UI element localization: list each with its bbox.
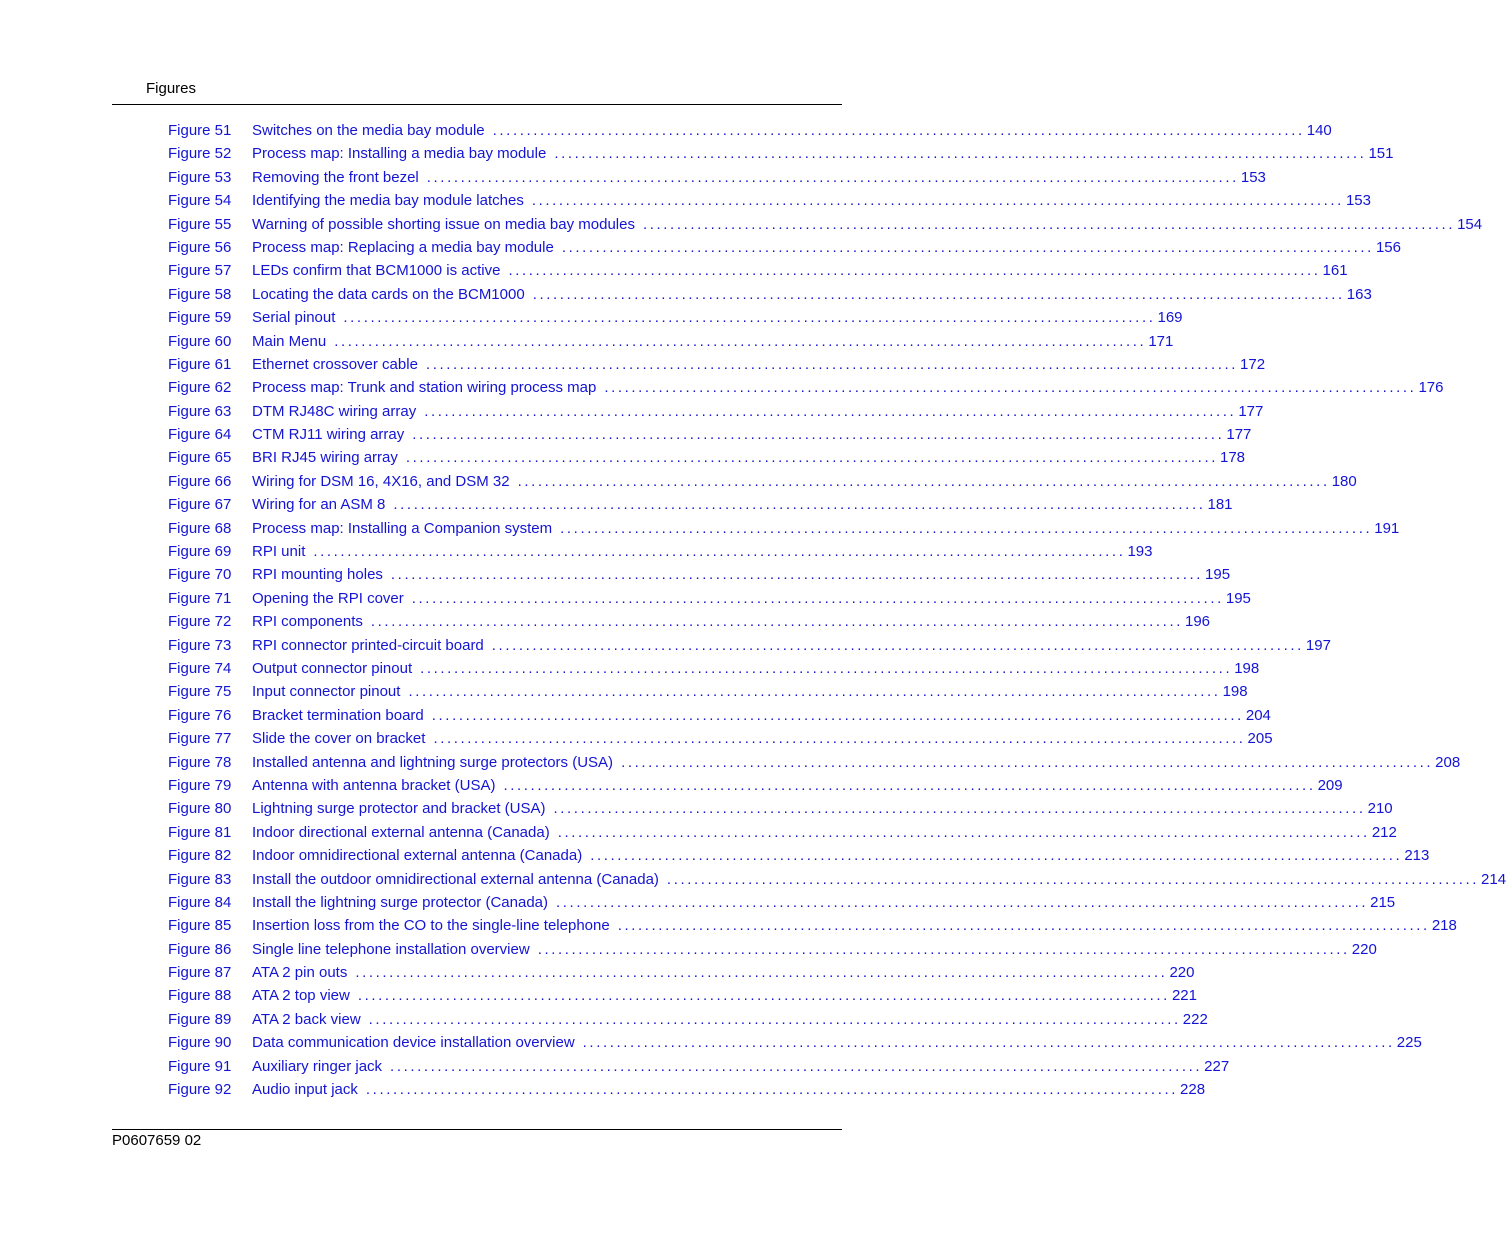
toc-page-number[interactable]: 151 [1368,145,1394,163]
toc-entry[interactable] [168,706,1271,729]
toc-dot-leader: ........................................................................................................................ [408,683,1221,701]
toc-page-number[interactable]: 220 [1351,940,1377,958]
toc-figure-title[interactable]: Input connector pinout [252,682,408,701]
toc-figure-number[interactable]: Figure 59 [168,309,232,327]
toc-figure-number[interactable]: Figure 67 [168,496,232,514]
toc-entry-line [252,332,1174,351]
toc-dot-leader: ........................................................................................................................ [425,355,1239,373]
toc-dot-leader: ........................................................................................................................ [621,753,1434,771]
toc-entry-line [252,542,1153,561]
toc-figure-number[interactable]: Figure 85 [168,917,232,935]
toc-figure-number[interactable]: Figure 78 [168,753,232,771]
toc-entry-line [252,168,1266,187]
toc-figure-title[interactable]: Lightning surge protector and bracket (USA) [252,799,554,818]
toc-figure-number[interactable]: Figure 58 [168,285,232,303]
toc-entry[interactable] [168,612,1211,635]
toc-dot-leader: ........................................................................................................................ [368,1010,1181,1028]
toc-figure-number[interactable]: Figure 60 [168,332,232,350]
toc-page-number[interactable]: 213 [1404,847,1430,865]
toc-page-number[interactable]: 197 [1305,636,1331,654]
toc-dot-leader: ........................................................................................................................ [431,706,1244,724]
toc-entry[interactable] [168,448,1246,471]
document-number: P0607659 02 [112,1132,202,1149]
toc-dot-leader: ........................................................................................................................ [503,776,1316,794]
toc-dot-leader: ........................................................................................................................ [433,730,1246,748]
toc-entry-line [252,916,1457,935]
toc-entry-line [252,612,1211,631]
toc-page-number[interactable]: 228 [1180,1081,1206,1099]
toc-entry[interactable] [168,378,1444,401]
toc-figure-number[interactable]: Figure 70 [168,566,232,584]
toc-entry[interactable] [168,893,1396,916]
toc-dot-leader: ........................................................................................................................ [424,402,1237,420]
toc-entry-line [252,1057,1230,1076]
toc-figure-number[interactable]: Figure 57 [168,262,232,280]
toc-page-number[interactable]: 169 [1157,309,1183,327]
toc-figure-number[interactable]: Figure 68 [168,519,232,537]
toc-entry-line [252,402,1264,421]
toc-figure-number[interactable]: Figure 52 [168,145,232,163]
toc-page-number[interactable]: 177 [1238,402,1264,420]
toc-figure-title[interactable]: Antenna with antenna bracket (USA) [252,776,503,795]
footer-divider [112,1129,842,1130]
toc-entry[interactable] [168,168,1266,191]
toc-figure-title[interactable]: LEDs confirm that BCM1000 is active [252,261,508,280]
toc-entry-line [252,846,1430,865]
toc-figure-title[interactable]: Locating the data cards on the BCM1000 [252,285,533,304]
toc-figure-title[interactable]: Identifying the media bay module latches [252,191,532,210]
toc-figure-title[interactable]: RPI connector printed-circuit board [252,636,492,655]
toc-entry[interactable] [168,940,1377,963]
toc-figure-title[interactable]: Main Menu [252,332,334,351]
toc-figure-title[interactable]: Opening the RPI cover [252,589,412,608]
toc-entry-line [252,1080,1206,1099]
toc-page-number[interactable]: 214 [1481,870,1506,888]
toc-entry[interactable] [168,542,1153,565]
toc-page-number[interactable]: 220 [1169,964,1195,982]
toc-figure-title[interactable]: Auxiliary ringer jack [252,1057,390,1076]
toc-figure-title[interactable]: Output connector pinout [252,659,420,678]
toc-figure-title[interactable]: ATA 2 back view [252,1010,369,1029]
toc-entry[interactable] [168,285,1372,308]
toc-entry[interactable] [168,659,1260,682]
toc-figure-title[interactable]: Slide the cover on bracket [252,729,433,748]
toc-figure-number[interactable]: Figure 64 [168,426,232,444]
toc-page-number[interactable]: 172 [1240,355,1266,373]
toc-page-number[interactable]: 153 [1345,192,1371,210]
toc-page-number[interactable]: 212 [1371,823,1397,841]
toc-dot-leader: ........................................................................................................................ [420,659,1233,677]
toc-page-number[interactable]: 154 [1457,215,1483,233]
toc-entry-line [252,472,1357,491]
toc-figure-title[interactable]: BRI RJ45 wiring array [252,448,406,467]
toc-page-number[interactable]: 215 [1370,893,1396,911]
toc-entry[interactable] [168,238,1401,261]
toc-figure-number[interactable]: Figure 84 [168,893,232,911]
toc-entry[interactable] [168,986,1197,1009]
toc-figure-title[interactable]: Wiring for DSM 16, 4X16, and DSM 32 [252,472,518,491]
toc-page-number[interactable]: 161 [1322,262,1348,280]
toc-figure-number[interactable]: Figure 81 [168,823,232,841]
toc-entry[interactable] [168,332,1174,355]
toc-entry[interactable] [168,753,1461,776]
toc-figure-number[interactable]: Figure 63 [168,402,232,420]
toc-figure-number[interactable]: Figure 61 [168,355,232,373]
toc-entry-line [252,144,1394,163]
toc-entry-line [252,963,1195,982]
toc-figure-number[interactable]: Figure 72 [168,613,232,631]
toc-dot-leader: ........................................................................................................................ [412,426,1225,444]
toc-figure-title[interactable]: Indoor omnidirectional external antenna (Canada) [252,846,590,865]
toc-page-number[interactable]: 196 [1185,613,1211,631]
toc-dot-leader: ........................................................................................................................ [590,847,1403,865]
toc-entry[interactable] [168,682,1248,705]
toc-figure-title[interactable]: Serial pinout [252,308,343,327]
toc-entry-line [252,940,1377,959]
toc-figure-title[interactable]: ATA 2 top view [252,986,358,1005]
toc-entry-line [252,776,1343,795]
toc-figure-title[interactable]: Indoor directional external antenna (Canada) [252,823,558,842]
toc-dot-leader: ........................................................................................................................ [365,1081,1179,1099]
toc-entry-line [252,1010,1208,1029]
toc-figure-number[interactable]: Figure 55 [168,215,232,233]
toc-dot-leader: ........................................................................................................................ [537,940,1350,958]
toc-entry-line [252,215,1483,234]
toc-entry[interactable] [168,1010,1208,1033]
toc-entry[interactable] [168,191,1371,214]
toc-entry-line [252,659,1260,678]
toc-entry-line [252,823,1397,842]
toc-entry-line [252,986,1197,1005]
toc-page-number[interactable]: 180 [1331,472,1357,490]
toc-entry-line [252,425,1252,444]
toc-page-number[interactable]: 193 [1127,543,1153,561]
toc-page-number[interactable]: 198 [1234,659,1260,677]
toc-figure-number[interactable]: Figure 53 [168,168,232,186]
toc-figure-title[interactable]: Wiring for an ASM 8 [252,495,393,514]
list-of-figures [168,121,1506,1103]
toc-entry[interactable] [168,799,1393,822]
toc-dot-leader: ........................................................................................................................ [390,566,1204,584]
toc-entry-line [252,519,1400,538]
toc-figure-title[interactable]: Process map: Replacing a media bay module [252,238,562,257]
toc-dot-leader: ........................................................................................................................ [426,168,1239,186]
toc-dot-leader: ........................................................................................................................ [604,379,1417,397]
toc-dot-leader: ........................................................................................................................ [313,543,1126,561]
toc-dot-leader: ........................................................................................................................ [666,870,1480,888]
toc-entry-line [252,893,1396,912]
page-section-title: Figures [146,80,197,97]
toc-dot-leader: ........................................................................................................................ [411,589,1224,607]
toc-entry-line [252,753,1461,772]
toc-entry[interactable] [168,916,1457,939]
toc-entry[interactable] [168,1033,1422,1056]
toc-figure-title[interactable]: RPI unit [252,542,313,561]
toc-entry[interactable] [168,846,1430,869]
toc-entry[interactable] [168,472,1357,495]
toc-figure-number[interactable]: Figure 92 [168,1081,232,1099]
toc-entry[interactable] [168,1057,1230,1080]
toc-page-number[interactable]: 177 [1226,426,1252,444]
toc-figure-title[interactable]: Insertion loss from the CO to the single-line telephone [252,916,618,935]
toc-entry-line [252,448,1246,467]
toc-page-number[interactable]: 208 [1435,753,1461,771]
toc-entry-line [252,495,1233,514]
header-divider [112,104,842,105]
toc-figure-number[interactable]: Figure 73 [168,636,232,654]
toc-dot-leader: ........................................................................................................................ [508,262,1321,280]
toc-page-number[interactable]: 140 [1306,122,1332,139]
toc-entry[interactable] [168,963,1195,986]
toc-dot-leader: ........................................................................................................................ [334,332,1147,350]
toc-entry[interactable] [168,261,1348,284]
toc-page-number[interactable]: 195 [1205,566,1231,584]
toc-page-number[interactable]: 222 [1182,1010,1208,1028]
toc-figure-number[interactable]: Figure 91 [168,1057,232,1075]
toc-figure-number[interactable]: Figure 88 [168,987,232,1005]
toc-entry-line [252,589,1251,608]
toc-entry-line [252,191,1371,210]
toc-page-number[interactable]: 205 [1247,730,1273,748]
toc-entry-line [252,261,1348,280]
toc-entry[interactable] [168,215,1483,238]
toc-figure-title[interactable]: Install the outdoor omnidirectional external antenna (Canada) [252,870,667,889]
toc-page-number[interactable]: 204 [1245,706,1271,724]
toc-figure-title[interactable]: Switches on the media bay module [252,121,493,140]
toc-dot-leader: ........................................................................................................................ [357,987,1170,1005]
toc-page-number[interactable]: 225 [1396,1034,1422,1052]
toc-entry-line [252,308,1183,327]
toc-entry-line [252,636,1331,655]
toc-figure-title[interactable]: Data communication device installation overview [252,1033,583,1052]
toc-dot-leader: ........................................................................................................................ [343,309,1156,327]
toc-dot-leader: ........................................................................................................................ [355,964,1168,982]
toc-figure-number[interactable]: Figure 89 [168,1010,232,1028]
toc-figure-number[interactable]: Figure 74 [168,659,232,677]
toc-entry[interactable] [168,355,1266,378]
toc-entry-line [252,1033,1422,1052]
toc-figure-number[interactable]: Figure 90 [168,1034,232,1052]
toc-figure-title[interactable]: Removing the front bezel [252,168,427,187]
toc-entry[interactable] [168,870,1506,893]
toc-figure-number[interactable]: Figure 65 [168,449,232,467]
toc-entry-line [252,729,1273,748]
toc-dot-leader: ........................................................................................................................ [531,192,1344,210]
toc-figure-number[interactable]: Figure 83 [168,870,232,888]
toc-dot-leader: ........................................................................................................................ [560,519,1373,537]
toc-dot-leader: ........................................................................................................................ [393,496,1206,514]
toc-page-number[interactable]: 198 [1222,683,1248,701]
toc-page-number[interactable]: 153 [1240,168,1266,186]
toc-dot-leader: ........................................................................................................................ [405,449,1218,467]
toc-figure-title[interactable]: Process map: Trunk and station wiring process map [252,378,604,397]
toc-entry[interactable] [168,729,1273,752]
toc-dot-leader: ........................................................................................................................ [642,215,1456,233]
toc-page-number[interactable]: 227 [1204,1057,1230,1075]
toc-figure-number[interactable]: Figure 54 [168,192,232,210]
toc-figure-title[interactable]: Single line telephone installation overview [252,940,538,959]
toc-figure-number[interactable]: Figure 51 [168,122,232,139]
toc-page-number[interactable]: 191 [1374,519,1400,537]
toc-entry-line [252,378,1444,397]
toc-entry[interactable] [168,425,1252,448]
toc-figure-title[interactable]: Audio input jack [252,1080,366,1099]
toc-entry-line [252,799,1393,818]
toc-entry[interactable] [168,1080,1206,1103]
toc-figure-number[interactable]: Figure 80 [168,800,232,818]
toc-page-number[interactable]: 210 [1367,800,1393,818]
toc-dot-leader: ........................................................................................................................ [492,122,1305,139]
toc-entry-line [252,121,1332,140]
toc-dot-leader: ........................................................................................................................ [561,238,1374,256]
toc-page-number[interactable]: 209 [1317,776,1343,794]
toc-figure-title[interactable]: RPI mounting holes [252,565,391,584]
toc-dot-leader: ........................................................................................................................ [491,636,1304,654]
toc-figure-title[interactable]: RPI components [252,612,371,631]
toc-dot-leader: ........................................................................................................................ [557,823,1370,841]
toc-entry-line [252,238,1401,257]
toc-entry[interactable] [168,144,1394,167]
toc-entry[interactable] [168,308,1183,331]
toc-figure-number[interactable]: Figure 82 [168,847,232,865]
toc-entry[interactable] [168,823,1397,846]
toc-entry-line [252,355,1266,374]
toc-dot-leader: ........................................................................................................................ [553,800,1366,818]
toc-dot-leader: ........................................................................................................................ [390,1057,1203,1075]
toc-figure-number[interactable]: Figure 66 [168,472,232,490]
toc-entry-line [252,870,1506,889]
toc-figure-number[interactable]: Figure 62 [168,379,232,397]
toc-figure-title[interactable]: DTM RJ48C wiring array [252,402,424,421]
toc-page-number[interactable]: 195 [1225,589,1251,607]
toc-figure-title[interactable]: Install the lightning surge protector (Canada) [252,893,556,912]
toc-page-number[interactable]: 218 [1431,917,1457,935]
toc-figure-number[interactable]: Figure 69 [168,543,232,561]
toc-page-number[interactable]: 221 [1171,987,1197,1005]
toc-figure-number[interactable]: Figure 79 [168,776,232,794]
toc-figure-number[interactable]: Figure 75 [168,683,232,701]
toc-page-number[interactable]: 163 [1346,285,1372,303]
toc-page-number[interactable]: 171 [1148,332,1174,350]
toc-entry-line [252,706,1271,725]
toc-page-number[interactable]: 176 [1418,379,1444,397]
toc-dot-leader: ........................................................................................................................ [556,893,1369,911]
toc-page-number[interactable]: 178 [1220,449,1246,467]
toc-dot-leader: ........................................................................................................................ [554,145,1367,163]
toc-figure-title[interactable]: Process map: Installing a Companion system [252,519,560,538]
toc-entry[interactable] [168,495,1233,518]
toc-entry[interactable] [168,402,1264,425]
toc-page-number[interactable]: 156 [1375,238,1401,256]
toc-dot-leader: ........................................................................................................................ [582,1034,1395,1052]
toc-figure-title[interactable]: Ethernet crossover cable [252,355,426,374]
toc-dot-leader: ........................................................................................................................ [517,472,1330,490]
toc-figure-title[interactable]: CTM RJ11 wiring array [252,425,412,444]
toc-figure-number[interactable]: Figure 76 [168,706,232,724]
toc-figure-number[interactable]: Figure 87 [168,964,232,982]
toc-page-number[interactable]: 181 [1207,496,1233,514]
toc-dot-leader: ........................................................................................................................ [370,613,1183,631]
toc-entry[interactable] [168,636,1331,659]
toc-entry-line [252,565,1231,584]
toc-figure-title[interactable]: Process map: Installing a media bay module [252,144,554,163]
toc-dot-leader: ........................................................................................................................ [617,917,1430,935]
toc-figure-title[interactable]: ATA 2 pin outs [252,963,355,982]
toc-entry[interactable] [168,589,1251,612]
toc-figure-number[interactable]: Figure 71 [168,589,232,607]
toc-entry-line [252,285,1372,304]
toc-figure-title[interactable]: Bracket termination board [252,706,432,725]
toc-figure-number[interactable]: Figure 56 [168,238,232,256]
toc-entry-line [252,682,1248,701]
toc-figure-title[interactable]: Installed antenna and lightning surge protectors (USA) [252,753,621,772]
toc-figure-title[interactable]: Warning of possible shorting issue on media bay modules [252,215,643,234]
toc-entry[interactable] [168,121,1332,144]
toc-dot-leader: ........................................................................................................................ [532,285,1345,303]
toc-entry[interactable] [168,776,1343,799]
toc-figure-number[interactable]: Figure 86 [168,940,232,958]
toc-figure-number[interactable]: Figure 77 [168,730,232,748]
toc-entry[interactable] [168,519,1400,542]
toc-entry[interactable] [168,565,1231,588]
